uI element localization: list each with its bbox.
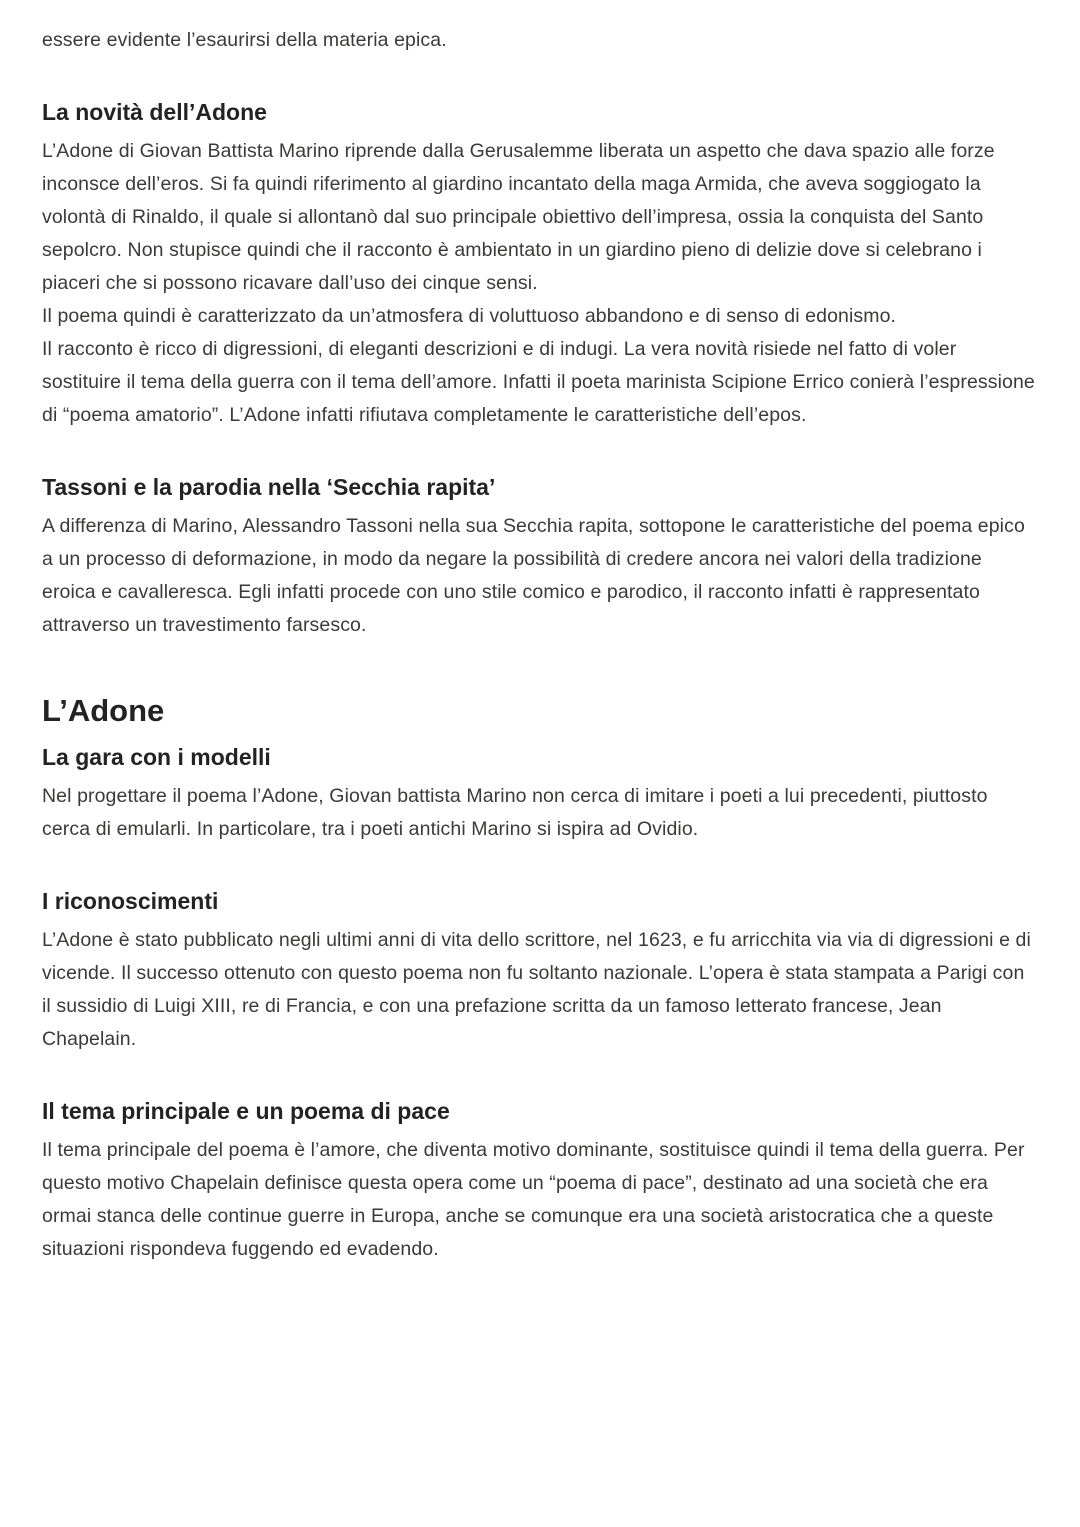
document-body bbox=[42, 24, 1036, 1266]
paragraph: Il tema principale del poema è l’amore, che diventa motivo dominante, sostituisce quindi il tema della guerra. Per questo motivo Chapelain definisce questa opera come un “poema di pace”, destinato ad una società che era ormai stanca delle continue guerre in Europa, anche se comunque era una società aristocratica che a queste situazioni rispondeva fuggendo ed evadendo. bbox=[42, 1139, 1025, 1260]
paragraph: Nel progettare il poema l’Adone, Giovan battista Marino non cerca di imitare i poeti a lui precedenti, piuttosto cerca di emularli. In particolare, tra i poeti antichi Marino si ispira ad Ovidio. bbox=[42, 785, 988, 840]
subsection-heading: Il tema principale e un poema di pace bbox=[42, 1098, 450, 1124]
paragraph: L’Adone di Giovan Battista Marino riprende dalla Gerusalemme liberata un aspetto che dava spazio alle forze inconsce dell’eros. Si fa quindi riferimento al giardino incantato della maga Armida, che aveva soggiogato la volontà di Rinaldo, il quale si allontanò dal suo principale obiettivo dell’impresa, ossia la conquista del Santo sepolcro. Non stupisce quindi che il racconto è ambientato in un giardino pieno di delizie dove si celebrano i piaceri che si possono ricavare dall’uso dei cinque sensi. bbox=[42, 140, 995, 294]
subsection-heading: La gara con i modelli bbox=[42, 744, 271, 770]
section-title: L’Adone bbox=[42, 693, 165, 728]
paragraph: Il poema quindi è caratterizzato da un’atmosfera di voluttuoso abbandono e di senso di edonismo. bbox=[42, 305, 897, 327]
paragraph: L’Adone è stato pubblicato negli ultimi anni di vita dello scrittore, nel 1623, e fu arricchita via via di digressioni e di vicende. Il successo ottenuto con questo poema non fu soltanto nazionale. L’opera è stata stampata a Parigi con il sussidio di Luigi XIII, re di Francia, e con una prefazione scritta da un famoso letterato francese, Jean Chapelain. bbox=[42, 929, 1031, 1050]
paragraph: A differenza di Marino, Alessandro Tassoni nella sua Secchia rapita, sottopone le caratteristiche del poema epico a un processo di deformazione, in modo da negare la possibilità di credere ancora nei valori della tradizione eroica e cavalleresca. Egli infatti procede con uno stile comico e parodico, il racconto infatti è rappresentato attraverso un travestimento farsesco. bbox=[42, 515, 1025, 636]
paragraph: Il racconto è ricco di digressioni, di eleganti descrizioni e di indugi. La vera novità risiede nel fatto di voler sostituire il tema della guerra con il tema dell’amore. Infatti il poeta marinista Scipione Errico conierà l’espressione di “poema amatorio”. L’Adone infatti rifiutava completamente le caratteristiche dell’epos. bbox=[42, 338, 1035, 426]
subsection-heading: Tassoni e la parodia nella ‘Secchia rapita’ bbox=[42, 474, 496, 500]
subsection-heading: I riconoscimenti bbox=[42, 888, 219, 914]
paragraph: essere evidente l’esaurirsi della materia epica. bbox=[42, 29, 447, 51]
subsection-heading: La novità dell’Adone bbox=[42, 99, 267, 125]
